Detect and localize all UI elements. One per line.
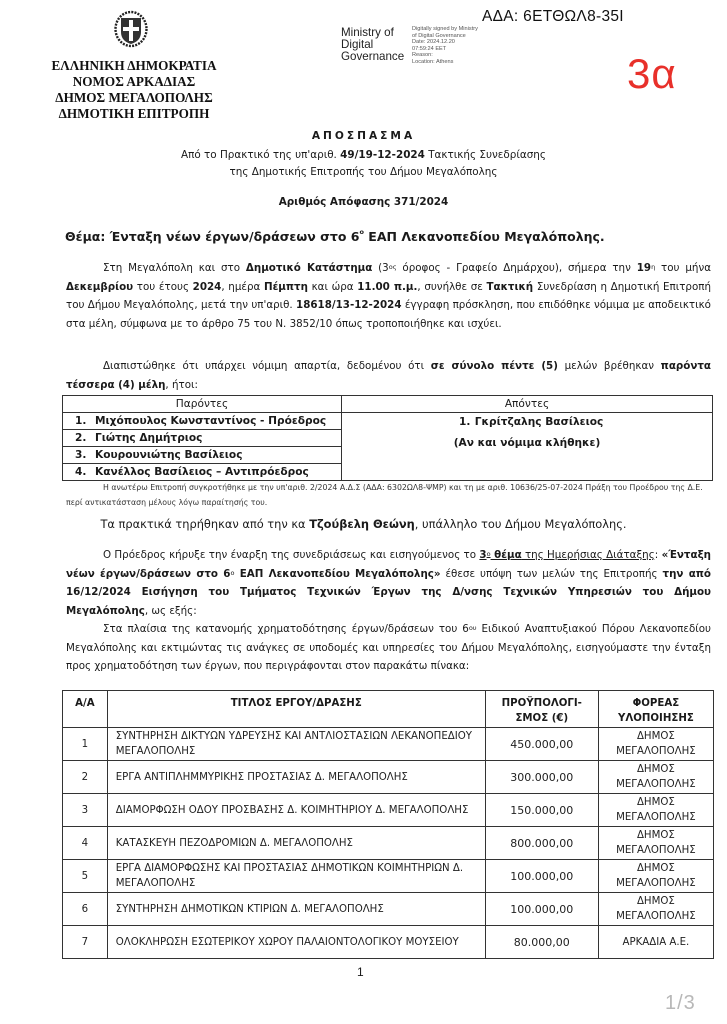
members-header-row <box>63 396 713 413</box>
minutes-number: 49/19-12-2024 <box>340 149 425 161</box>
text: και ώρα <box>307 280 358 293</box>
projects-header-row <box>63 691 714 728</box>
cell-title: ΣΥΝΤΗΡΗΣΗ ΔΗΜΟΤΙΚΩΝ ΚΤΙΡΙΩΝ Δ. ΜΕΓΑΛΟΠΟΛΗΣ <box>107 893 485 926</box>
ordinal-sup: η <box>651 263 656 271</box>
committee-note <box>66 480 711 510</box>
text: Στη Μεγαλόπολη και στο <box>103 262 246 274</box>
funding-paragraph <box>66 620 711 676</box>
table-row <box>63 926 714 959</box>
text: Συνεδρίαση η Δημοτική Επιτροπή του Δήμου Μεγαλόπολης, μετά την υπ'αριθ. <box>66 280 711 311</box>
cell-aa: 1 <box>63 728 108 761</box>
excerpt-committee: της Δημοτικής Επιτροπής του Δήμου Μεγαλόπολης <box>229 166 498 178</box>
signature-issuer-line: Digital <box>341 38 374 51</box>
cell-title: ΕΡΓΑ ΔΙΑΜΟΡΦΩΣΗΣ ΚΑΙ ΠΡΟΣΤΑΣΙΑΣ ΔΗΜΟΤΙΚΩΝ ΚΟΙΜΗΤΗΡΙΩΝ Δ. ΜΕΓΑΛΟΠΟΛΗΣ <box>107 860 485 893</box>
cell-budget: 450.000,00 <box>485 728 598 761</box>
header-budget <box>485 691 598 728</box>
subject-text: Θέμα: Ένταξη νέων έργων/δράσεων στο 6 <box>65 229 360 244</box>
cell-aa: 6 <box>63 893 108 926</box>
meeting-paragraph <box>66 259 711 333</box>
excerpt-source-text: Από το Πρακτικό της υπ'αριθ. <box>181 149 341 161</box>
quorum-paragraph <box>66 357 711 394</box>
member-number: 2. <box>75 432 87 444</box>
text-bold: Τζούβελη Θεώνη <box>309 517 415 531</box>
cell-budget: 150.000,00 <box>485 794 598 827</box>
member-number: 1. <box>459 416 471 428</box>
ordinal-sup: ο <box>230 568 235 577</box>
viewer-page-indicator: 1/3 <box>665 992 696 1014</box>
minutes-keeper <box>0 517 727 531</box>
text: , ήτοι: <box>165 378 198 391</box>
text: έγγραφη πρόσκληση, που επιδόθηκε νόμιμα με αποδεικτικό στα μέλη, σύμφωνα με το άρθρο 75 του Ν. 3852/10 όπως τροποποιήθηκε και ισχύει. <box>66 299 711 330</box>
present-member <box>63 447 342 464</box>
text: Ειδικού Αναπτυξιακού Πόρου Λεκανοπεδίου Μεγαλόπολης και εκτιμώντας τις ανάγκες σε υποδομές και υπηρεσίες του Δήμου Μεγαλόπολης, εισηγούμαστε την ένταξη προς χρηματοδότηση των έργων, που περιγράφονται στον παρακάτω πίνακα: <box>66 623 711 672</box>
page-number: 1 <box>357 965 364 979</box>
signature-issuer-line: Governance <box>341 50 405 63</box>
text: του έτους <box>133 280 193 293</box>
table-row <box>63 893 714 926</box>
text: μελών βρέθηκαν <box>557 360 661 372</box>
present-member <box>63 464 342 481</box>
table-row <box>63 827 714 860</box>
cell-title: ΣΥΝΤΗΡΗΣΗ ΔΙΚΤΥΩΝ ΥΔΡΕΥΣΗΣ ΚΑΙ ΑΝΤΛΙΟΣΤΑΣΙΩΝ ΛΕΚΑΝΟΠΕΔΙΟΥ ΜΕΓΑΛΟΠΟΛΗΣ <box>107 728 485 761</box>
table-row <box>63 761 714 794</box>
cell-aa: 4 <box>63 827 108 860</box>
member-name: Κουρουνιώτης Βασίλειος <box>95 449 243 461</box>
text-bold: 11.00 π.μ. <box>357 280 418 293</box>
member-number: 4. <box>75 466 87 478</box>
text-bold: σε σύνολο πέντε (5) <box>430 360 558 372</box>
cell-agency: ΔΗΜΟΣ ΜΕΓΑΛΟΠΟΛΗΣ <box>598 728 713 761</box>
signature-issuer <box>341 27 404 63</box>
text-bold: Πέμπτη <box>263 280 308 293</box>
member-name: Μιχόπουλος Κωνσταντίνος - Πρόεδρος <box>95 415 327 427</box>
excerpt-source <box>0 149 727 161</box>
text-underlined: της Ημερήσιας Διάταξης <box>521 549 655 561</box>
text: έθεσε υπόψη των μελών της Επιτροπής <box>440 567 663 580</box>
cell-budget: 80.000,00 <box>485 926 598 959</box>
greek-coat-of-arms-icon <box>114 10 148 50</box>
cell-title: ΔΙΑΜΟΡΦΩΣΗ ΟΔΟΥ ΠΡΟΣΒΑΣΗΣ Δ. ΚΟΙΜΗΤΗΡΙΟΥ Δ. ΜΕΓΑΛΟΠΟΛΗΣ <box>107 794 485 827</box>
header-line-prefecture: ΝΟΜΟΣ ΑΡΚΑΔΙΑΣ <box>72 74 196 89</box>
text: Στα πλαίσια της κατανομής χρηματοδότησης έργων/δράσεων του 6 <box>103 623 469 635</box>
text: , υπάλληλο του Δήμου Μεγαλόπολης. <box>414 517 627 531</box>
signature-detail-line: of Digital Governance <box>412 32 466 39</box>
decision-number: Αριθμός Απόφασης 371/2024 <box>278 196 449 208</box>
signature-details <box>412 26 478 66</box>
text: όροφος - Γραφείο Δημάρχου), σήμερα την <box>396 262 637 274</box>
cell-title: ΟΛΟΚΛΗΡΩΣΗ ΕΣΩΤΕΡΙΚΟΥ ΧΩΡΟΥ ΠΑΛΑΙΟΝΤΟΛΟΓΙΚΟΥ ΜΟΥΣΕΙΟΥ <box>107 926 485 959</box>
signature-detail-line: Location: Athens <box>412 58 454 65</box>
text: Τα πρακτικά τηρήθηκαν από την κα <box>100 517 310 531</box>
text-bold: 2024 <box>192 280 222 293</box>
absence-note: (Αν και νόμιμα κλήθηκε) <box>453 437 601 449</box>
cell-agency: ΔΗΜΟΣ ΜΕΓΑΛΟΠΟΛΗΣ <box>598 893 713 926</box>
member-number: 1. <box>75 415 87 427</box>
ordinal-sup: ου <box>468 624 477 632</box>
table-row <box>63 413 713 430</box>
cell-agency: ΔΗΜΟΣ ΜΕΓΑΛΟΠΟΛΗΣ <box>598 860 713 893</box>
present-member <box>63 430 342 447</box>
text: : <box>654 549 662 561</box>
cell-agency: ΔΗΜΟΣ ΜΕΓΑΛΟΠΟΛΗΣ <box>598 761 713 794</box>
text-bold: 3 <box>479 549 487 561</box>
cell-aa: 5 <box>63 860 108 893</box>
cell-agency: ΑΡΚΑΔΙΑ Α.Ε. <box>598 926 713 959</box>
cell-title: ΚΑΤΑΣΚΕΥΗ ΠΕΖΟΔΡΟΜΙΩΝ Δ. ΜΕΓΑΛΟΠΟΛΗΣ <box>107 827 485 860</box>
text: (3 <box>372 262 389 274</box>
subject-line <box>65 229 605 244</box>
signature-detail-line: 07:59:24 EET <box>412 45 447 52</box>
text: του μήνα <box>655 262 711 274</box>
header-line-municipality: ΔΗΜΟΣ ΜΕΓΑΛΟΠΟΛΗΣ <box>55 90 213 105</box>
cell-title: ΕΡΓΑ ΑΝΤΙΠΛΗΜΜΥΡΙΚΗΣ ΠΡΟΣΤΑΣΙΑΣ Δ. ΜΕΓΑΛΟΠΟΛΗΣ <box>107 761 485 794</box>
text: , ως εξής: <box>144 604 197 617</box>
table-row <box>63 728 714 761</box>
cell-agency: ΔΗΜΟΣ ΜΕΓΑΛΟΠΟΛΗΣ <box>598 827 713 860</box>
ordinal-sup: ο <box>359 228 364 236</box>
excerpt-title: ΑΠΟΣΠΑΣΜΑ <box>311 130 416 142</box>
signature-detail-line: Digitally signed by Ministry <box>412 26 478 32</box>
ada-code: ΑΔΑ: 6ΕΤΘΩΛ8-35Ι <box>482 8 624 25</box>
agenda-stamp: 3α <box>627 50 677 97</box>
cell-budget: 800.000,00 <box>485 827 598 860</box>
signature-issuer-line: Ministry of <box>341 26 394 39</box>
cell-aa: 2 <box>63 761 108 794</box>
absent-header: Απόντες <box>342 396 713 413</box>
cell-aa: 7 <box>63 926 108 959</box>
text-bold: 18618/13-12-2024 <box>296 299 402 311</box>
text: Ο Πρόεδρος κήρυξε την έναρξη της συνεδριάσεως και εισηγούμενος το <box>103 549 480 561</box>
cell-budget: 100.000,00 <box>485 893 598 926</box>
text-bold: παρόντα τέσσερα (4) μέλη <box>66 360 711 391</box>
text: , συνήλθε σε <box>417 280 487 293</box>
header-line-committee: ΔΗΜΟΤΙΚΗ ΕΠΙΤΡΟΠΗ <box>58 106 210 121</box>
absent-member <box>342 413 713 481</box>
member-name: Γκρίτζαλης Βασίλειος <box>474 416 604 428</box>
member-number: 3. <box>75 449 87 461</box>
ordinal-sup: ος <box>388 263 397 271</box>
proposal-paragraph <box>66 546 711 620</box>
subject-text: ΕΑΠ Λεκανοπεδίου Μεγαλόπολης. <box>363 229 605 244</box>
table-row <box>63 794 714 827</box>
note-text: Η ανωτέρω Επιτροπή συγκροτήθηκε με την υπ'αριθ. 2/2024 Α.Δ.Σ (ΑΔΑ: 6302ΩΛ8-ΨΜΡ) και τη με αριθ. 10636/25-07-2024 Πράξη του Προέδρου της Δ.Ε. περί αντικατάσταση μέλους λόγω παραίτησής του. <box>66 483 703 507</box>
signature-detail-line: Reason: <box>412 52 433 59</box>
signature-detail-line: Date: 2024.12.20 <box>412 39 455 46</box>
text-bold: «Ένταξη νέων έργων/δράσεων στο 6 <box>66 549 711 580</box>
header-agency <box>598 691 713 728</box>
table-row <box>63 860 714 893</box>
header-line-republic: ΕΛΛΗΝΙΚΗ ΔΗΜΟΚΡΑΤΙΑ <box>51 58 217 73</box>
cell-budget: 300.000,00 <box>485 761 598 794</box>
present-member <box>63 413 342 430</box>
header-text: ΥΛΟΠΟΙΗΣΗΣ <box>617 713 694 724</box>
text-bold: θέμα <box>490 549 522 561</box>
present-header: Παρόντες <box>63 396 342 413</box>
cell-agency: ΔΗΜΟΣ ΜΕΓΑΛΟΠΟΛΗΣ <box>598 794 713 827</box>
member-name: Κανέλλος Βασίλειος – Αντιπρόεδρος <box>95 466 309 478</box>
text: , ημέρα <box>221 280 264 293</box>
header-text: ΦΟΡΕΑΣ <box>632 698 680 709</box>
header-text: ΣΜΟΣ (€) <box>515 713 569 724</box>
cell-aa: 3 <box>63 794 108 827</box>
member-name: Γιώτης Δημήτριος <box>95 432 203 444</box>
issuer-header <box>36 58 232 122</box>
ordinal-sup: ο <box>486 550 491 558</box>
projects-table <box>62 690 714 959</box>
excerpt-source-text: Τακτικής Συνεδρίασης <box>424 149 546 161</box>
text-bold: την από 16/12/2024 Εισήγηση του Τμήματος Τεχνικών Έργων της Δ/νσης Τεχνικών Υπηρεσιών του Δήμου Μεγαλόπολης <box>66 567 711 617</box>
header-aa: Α/Α <box>63 691 108 728</box>
text-bold: Τακτική <box>486 280 534 293</box>
text-bold: Δεκεμβρίου <box>66 280 134 293</box>
header-text: ΠΡΟΫΠΟΛΟΓΙ- <box>501 698 582 709</box>
text-bold: 19 <box>636 262 652 274</box>
text-bold: ΕΑΠ Λεκανοπεδίου Μεγαλόπολης» <box>234 567 441 580</box>
text-bold: Δημοτικό Κατάστημα <box>245 262 373 274</box>
members-table <box>62 395 713 481</box>
cell-budget: 100.000,00 <box>485 860 598 893</box>
header-title: ΤΙΤΛΟΣ ΕΡΓΟΥ/ΔΡΑΣΗΣ <box>107 691 485 728</box>
text: Διαπιστώθηκε ότι υπάρχει νόμιμη απαρτία, δεδομένου ότι <box>103 360 431 372</box>
